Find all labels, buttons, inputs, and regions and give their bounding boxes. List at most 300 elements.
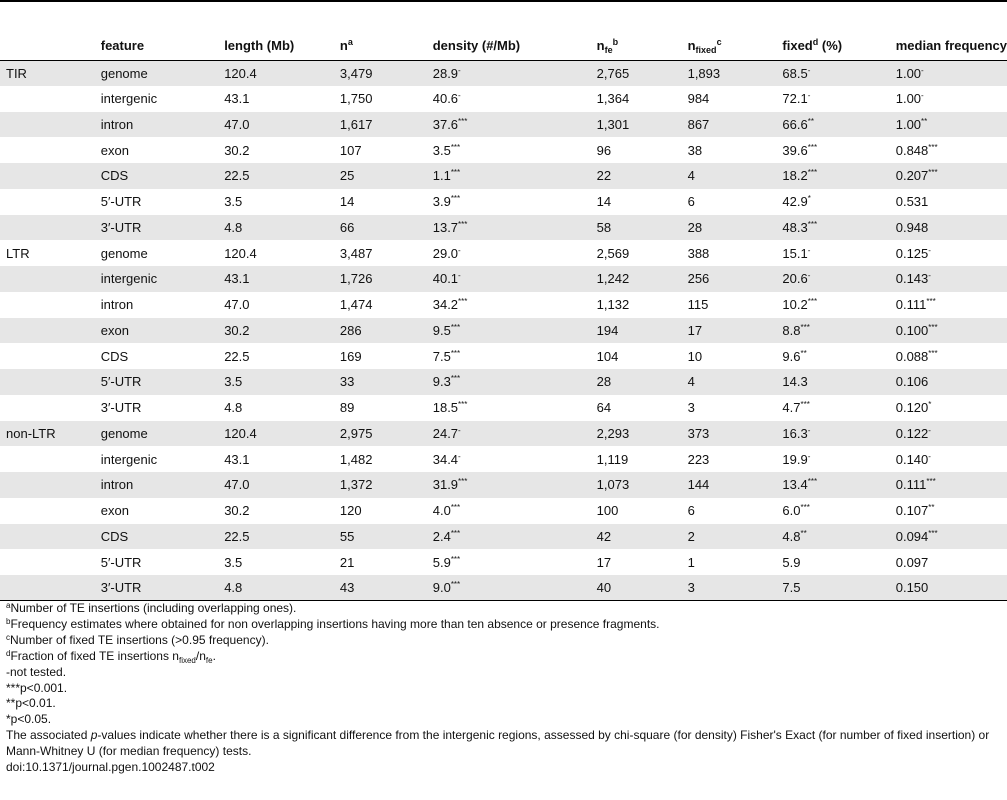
cell-length: 120.4 [224,245,257,261]
cell-group [0,343,95,369]
cell-n: 120 [339,503,362,519]
cell-nfixed: 867 [682,112,777,138]
table-row [0,215,1007,241]
cell-density [427,292,591,318]
cell-median [890,163,1007,189]
cell-group [0,137,95,163]
cell-density [427,472,591,498]
table-row [0,189,1007,215]
cell-n: 66 [334,215,427,241]
cell-n: 2,975 [334,421,427,447]
cell-median [890,112,1007,138]
cell-fixed-value: 13.4 [782,477,808,493]
cell-n: 33 [334,369,427,395]
cell-nfixed: 1,893 [682,60,777,86]
cell-nfe: 2,765 [591,60,682,86]
cell-median-significance: *** [928,348,938,358]
cell-median [890,549,1007,575]
header-nfixed: $n_{fixed}^c$ [682,31,777,60]
cell-median-value: 0.107 [895,503,929,519]
cell-fixed [776,343,889,369]
cell-median-significance: *** [928,168,938,178]
cell-density-significance: *** [450,503,461,513]
cell-median [890,189,1007,215]
cell-nfe: 22 [591,163,682,189]
cell-median-significance: - [928,425,931,435]
cell-fixed-significance: *** [807,142,818,152]
cell-nfe: 1,119 [596,451,629,467]
cell-feature: intergenic [100,451,158,467]
cell-n: 43 [334,575,427,601]
table-row [0,575,1007,601]
cell-length: 3.5 [224,554,243,570]
cell-density-value: 3.5 [432,142,451,158]
table-row [0,498,1007,524]
header-nfe: $n_{fe}^b$ [591,31,682,60]
cell-n: 89 [339,400,355,416]
cell-length: 22.5 [218,524,334,550]
cell-group [0,472,95,498]
cell-feature: intergenic [100,91,158,107]
cell-median-value: 0.948 [895,219,929,235]
cell-length: 4.8 [224,400,243,416]
table-row [0,421,1007,447]
cell-feature: 3′-UTR [95,575,218,601]
cell-density-significance: - [458,425,461,435]
cell-density-value: 13.7 [432,219,459,235]
cell-feature: genome [100,245,148,261]
cell-density-value: 24.7 [432,425,459,441]
cell-fixed-significance: * [807,194,811,204]
cell-density-significance: - [458,91,461,101]
cell-length: 43.1 [224,451,250,467]
cell-density [427,446,591,472]
cell-group [0,163,95,189]
cell-length: 120.4 [218,421,334,447]
results-table [0,31,1007,601]
cell-feature: CDS [95,163,218,189]
table-row [0,112,1007,138]
cell-median [890,60,1007,86]
cell-feature: intron [95,472,218,498]
cell-median-significance: - [928,451,931,461]
cell-feature: CDS [100,348,129,364]
cell-median [890,369,1007,395]
cell-density-value: 2.4 [432,528,451,544]
cell-median [890,215,1007,241]
cell-fixed [776,137,889,163]
cell-length: 3.5 [218,369,334,395]
cell-group [0,292,95,318]
cell-median-significance: ** [928,503,935,513]
cell-n: 1,482 [339,451,373,467]
cell-fixed [776,112,889,138]
cell-density-value: 4.0 [432,503,451,519]
cell-nfixed: 223 [687,451,710,467]
cell-nfixed: 17 [682,318,777,344]
cell-density-value: 5.9 [432,554,451,570]
cell-fixed-significance: *** [807,297,818,307]
cell-fixed [776,472,889,498]
cell-nfe: 1,132 [596,297,630,313]
cell-length: 4.8 [218,575,334,601]
cell-density-significance: *** [458,219,468,229]
cell-median [890,343,1007,369]
cell-feature: 3′-UTR [95,215,218,241]
cell-median [890,266,1007,292]
cell-nfe: 2,293 [591,421,682,447]
cell-nfe: 28 [591,369,682,395]
cell-group [0,575,95,601]
cell-n: 25 [334,163,427,189]
cell-fixed [776,266,889,292]
cell-n: 1,726 [334,266,427,292]
cell-length: 47.0 [218,112,334,138]
cell-median-value: 0.140 [895,451,929,467]
cell-nfixed: 3 [687,400,695,416]
cell-fixed-significance: - [807,271,811,281]
cell-median [890,575,1007,601]
cell-fixed [776,395,889,421]
cell-fixed-significance: *** [800,503,810,513]
cell-group [0,369,95,395]
cell-density-significance: *** [458,477,468,487]
cell-median [890,137,1007,163]
cell-fixed [776,240,889,266]
table-row [0,292,1007,318]
cell-fixed-value: 20.6 [782,271,808,287]
cell-fixed [776,575,889,601]
cell-fixed-significance: - [807,65,811,75]
cell-length: 22.5 [224,348,250,364]
table-row [0,549,1007,575]
cell-median [890,318,1007,344]
header-n: $n^a$ [334,31,427,60]
header-group [0,31,95,60]
cell-length: 30.2 [224,503,250,519]
cell-median-value: 0.111 [895,297,927,313]
cell-fixed-significance: - [807,91,811,101]
footnote-p001: ***p<0.001. [6,680,68,695]
cell-median-significance: *** [928,322,938,332]
cell-feature: 5′-UTR [95,369,218,395]
cell-median-value: 0.848 [895,142,929,158]
cell-median-value: 0.088 [895,348,929,364]
cell-density [427,137,591,163]
cell-median-significance: *** [926,477,936,487]
cell-nfe: 1,301 [591,112,682,138]
cell-median-value: 0.150 [895,580,929,596]
table-footnotes [6,601,1006,776]
cell-density-value: 40.1 [432,271,459,287]
doi-link[interactable]: doi:10.1371/journal.pgen.1002487.t002 [6,760,215,775]
cell-density [427,575,591,601]
cell-fixed-significance: - [807,245,811,255]
cell-nfixed: 28 [682,215,777,241]
table-row [0,137,1007,163]
cell-fixed-significance: *** [807,168,818,178]
cell-density-value: 7.5 [432,348,451,364]
cell-density-significance: - [458,65,461,75]
cell-nfixed: 144 [682,472,777,498]
table-row [0,318,1007,344]
cell-median-value: 0.100 [895,322,929,338]
table-row [0,86,1007,112]
cell-density-significance: *** [450,194,461,204]
cell-fixed [776,86,889,112]
cell-density-significance: *** [450,348,461,358]
footnote-d: $^d$Fraction of fixed TE insertions $n_{fixed}/n_{fe}$. [6,648,216,665]
cell-group: TIR [0,60,95,86]
cell-group [0,395,95,421]
cell-group [0,215,95,241]
cell-median-significance: - [921,65,924,75]
footnote-b: $^b$Frequency estimates where obtained for non overlapping insertions having more than ten absence or presence fragments. [6,616,660,631]
cell-feature: intergenic [95,266,218,292]
cell-nfe: 104 [596,348,619,364]
cell-length: 3.5 [224,194,243,210]
cell-density-value: 34.2 [432,297,459,313]
cell-median [890,472,1007,498]
cell-density-value: 34.4 [432,451,459,467]
cell-fixed-value: 5.9 [782,554,801,570]
cell-median [890,395,1007,421]
cell-n: 1,372 [334,472,427,498]
cell-feature: CDS [95,524,218,550]
cell-median-value: 0.531 [895,194,929,210]
cell-density-value: 40.6 [432,91,459,107]
cell-n: 107 [339,142,362,158]
cell-density [427,240,591,266]
cell-nfe: 96 [596,142,612,158]
cell-density-significance: *** [458,297,468,307]
cell-n: 55 [334,524,427,550]
cell-n: 1,617 [334,112,427,138]
cell-nfe: 194 [591,318,682,344]
cell-group [0,318,95,344]
header-length: length (Mb) [218,31,334,60]
footnote-p05: *p<0.05. [6,712,52,727]
cell-density-significance: - [458,451,461,461]
cell-group [0,112,95,138]
cell-median-significance: - [928,245,931,255]
table-top-rule [0,0,1007,2]
cell-nfixed: 4 [682,369,777,395]
cell-median-significance: - [928,271,931,281]
table-row [0,343,1007,369]
header-median: median frequency [890,31,1007,60]
cell-nfixed: 3 [682,575,777,601]
cell-density [427,215,591,241]
cell-fixed-value: 48.3 [782,219,808,235]
cell-density-significance: - [458,271,461,281]
cell-fixed-significance: ** [800,348,807,358]
cell-density [427,112,591,138]
cell-median-significance: *** [928,528,938,538]
table-row [0,266,1007,292]
header-fixed: fixed$^d$ (%) [776,31,889,60]
cell-median-significance: ** [921,116,928,126]
cell-fixed [776,215,889,241]
cell-feature: 5′-UTR [100,194,142,210]
cell-median-value: 1.00 [895,116,922,132]
cell-length: 47.0 [224,297,250,313]
cell-feature: intron [95,112,218,138]
cell-nfixed: 2 [682,524,777,550]
cell-nfe: 100 [596,503,619,519]
cell-nfixed: 1 [687,554,695,570]
cell-median-value: 1.00 [895,65,922,81]
cell-nfixed: 115 [687,297,709,313]
cell-median [890,421,1007,447]
cell-nfe: 14 [596,194,612,210]
cell-feature: 5′-UTR [100,554,142,570]
cell-median-value: 0.120 [895,400,929,416]
cell-fixed-value: 68.5 [782,65,808,81]
table-row [0,369,1007,395]
cell-density [427,524,591,550]
cell-density-value: 18.5 [432,400,459,416]
cell-n: 14 [339,194,355,210]
cell-median-value: 0.143 [895,271,929,287]
cell-density [427,266,591,292]
cell-fixed [776,318,889,344]
table-row [0,472,1007,498]
header-density: density (#/Mb) [427,31,591,60]
cell-fixed [776,446,889,472]
cell-density-significance: *** [458,400,468,410]
cell-fixed-significance: - [807,425,811,435]
cell-fixed-value: 7.5 [782,580,801,596]
cell-median-value: 0.106 [895,374,929,390]
cell-density [427,163,591,189]
cell-density [427,86,591,112]
cell-fixed-significance: *** [800,322,810,332]
cell-fixed [776,369,889,395]
cell-density-value: 3.9 [432,194,451,210]
cell-fixed-value: 19.9 [782,451,808,467]
cell-n: 3,479 [334,60,427,86]
cell-nfe: 1,073 [591,472,682,498]
cell-length: 30.2 [224,142,250,158]
cell-fixed-value: 4.8 [782,528,801,544]
cell-fixed [776,421,889,447]
cell-n: 1,474 [339,297,373,313]
cell-feature: exon [100,503,129,519]
cell-group: LTR [6,245,30,261]
cell-nfixed: 38 [687,142,703,158]
cell-fixed-value: 6.0 [782,503,801,519]
cell-nfixed: 256 [682,266,777,292]
cell-density-value: 37.6 [432,116,459,132]
header-feature: feature [95,31,218,60]
cell-median-significance: *** [928,142,938,152]
cell-nfe: 2,569 [596,245,630,261]
cell-fixed-significance: *** [800,400,810,410]
cell-fixed-significance: *** [807,219,818,229]
cell-median-significance: * [928,400,932,410]
table-row [0,524,1007,550]
cell-density [427,343,591,369]
table-row [0,446,1007,472]
cell-fixed-value: 15.1 [782,245,808,261]
cell-median-value: 0.111 [895,477,927,493]
cell-length: 47.0 [218,472,334,498]
cell-length: 4.8 [218,215,334,241]
cell-feature: genome [95,60,218,86]
cell-density-significance: - [458,245,461,255]
cell-density [427,60,591,86]
cell-density-significance: *** [450,142,461,152]
cell-density-value: 1.1 [432,168,451,184]
cell-density [427,189,591,215]
cell-fixed-significance: - [807,451,811,461]
cell-length: 43.1 [224,91,250,107]
cell-fixed-value: 39.6 [782,142,808,158]
cell-median [890,292,1007,318]
cell-fixed [776,189,889,215]
cell-length: 30.2 [218,318,334,344]
cell-fixed-significance: ** [800,528,807,538]
cell-fixed-value: 66.6 [782,116,808,132]
cell-density-value: 9.5 [432,322,451,338]
cell-median-value: 0.207 [895,168,929,184]
cell-group [0,498,95,524]
cell-fixed [776,292,889,318]
cell-nfixed: 373 [682,421,777,447]
table-header-row [0,31,1007,60]
cell-median-significance: - [921,91,924,101]
cell-nfe: 42 [591,524,682,550]
cell-density-significance: *** [450,554,461,564]
cell-median [890,524,1007,550]
cell-density [427,369,591,395]
cell-median [890,86,1007,112]
cell-n: 286 [334,318,427,344]
cell-density-value: 29.0 [432,245,459,261]
cell-nfe: 1,242 [591,266,682,292]
cell-nfixed: 10 [687,348,703,364]
cell-fixed-value: 72.1 [782,91,808,107]
cell-fixed [776,524,889,550]
cell-fixed [776,498,889,524]
cell-nfixed: 6 [687,194,695,210]
cell-feature: intron [100,297,134,313]
cell-n: 3,487 [339,245,373,261]
footnote-a: $^a$Number of TE insertions (including overlapping ones). [6,601,297,615]
cell-nfe: 1,364 [596,91,630,107]
cell-density-significance: *** [450,374,461,384]
cell-fixed [776,163,889,189]
cell-density-value: 28.9 [432,65,459,81]
cell-median-significance: *** [926,297,936,307]
cell-density-significance: *** [450,528,461,538]
cell-fixed-value: 42.9 [782,194,808,210]
footnote-c: $^c$Number of fixed TE insertions (>0.95 frequency). [6,632,269,647]
cell-density-value: 9.0 [432,580,451,596]
cell-feature: exon [100,142,129,158]
table-row [0,240,1007,266]
cell-median-value: 0.094 [895,528,929,544]
cell-nfixed: 4 [682,163,777,189]
cell-fixed-value: 14.3 [782,374,808,390]
cell-feature: exon [95,318,218,344]
cell-fixed [776,549,889,575]
cell-nfe: 58 [591,215,682,241]
cell-group [0,524,95,550]
cell-group: non-LTR [0,421,95,447]
cell-median [890,240,1007,266]
